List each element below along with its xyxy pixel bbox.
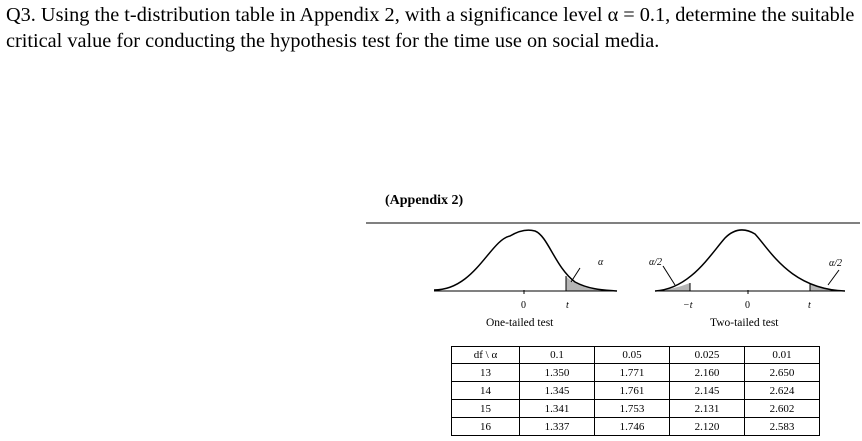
- t-distribution-table: [451, 346, 820, 436]
- table-cell: 2.624: [745, 382, 820, 400]
- header-alpha-0-1: 0.1: [520, 347, 595, 364]
- table-cell: 2.145: [670, 382, 745, 400]
- right-rejection-area: [810, 283, 845, 291]
- table-cell: 1.345: [520, 382, 595, 400]
- two-tailed-curve-line: [655, 230, 845, 291]
- df-cell: 16: [452, 418, 520, 436]
- one-tailed-caption: One-tailed test: [486, 317, 554, 329]
- table-cell: 2.120: [670, 418, 745, 436]
- table-cell: 2.160: [670, 364, 745, 382]
- table-cell: 2.131: [670, 400, 745, 418]
- two-tailed-zero-label: 0: [745, 300, 750, 311]
- df-cell: 13: [452, 364, 520, 382]
- table-cell: 1.771: [595, 364, 670, 382]
- header-alpha-0-025: 0.025: [670, 347, 745, 364]
- two-tailed-curve: [649, 230, 845, 311]
- table-header-row: [452, 347, 820, 364]
- neg-t-label: −t: [683, 300, 693, 311]
- one-tailed-curve: [434, 230, 617, 311]
- left-alpha-half-label: α/2: [649, 257, 663, 268]
- question-text: Q3. Using the t-distribution table in Appendix 2, with a significance level α = 0.1, determine the suitable critical value for conducting the hypothesis test for the time use on social media.: [6, 4, 855, 52]
- table-cell: 1.746: [595, 418, 670, 436]
- table-row: [452, 364, 820, 382]
- header-alpha-0-05: 0.05: [595, 347, 670, 364]
- appendix-title: (Appendix 2): [385, 193, 464, 208]
- one-tailed-t-label: t: [566, 300, 569, 311]
- right-alpha-arrow: [828, 270, 839, 285]
- one-tailed-zero-label: 0: [521, 300, 526, 311]
- table-cell: 1.337: [520, 418, 595, 436]
- table-cell: 2.602: [745, 400, 820, 418]
- header-alpha-0-01: 0.01: [745, 347, 820, 364]
- right-alpha-half-label: α/2: [829, 258, 843, 269]
- table-row: [452, 400, 820, 418]
- two-tailed-t-label: t: [808, 300, 811, 311]
- table-row: [452, 418, 820, 436]
- two-tailed-caption: Two-tailed test: [710, 317, 779, 329]
- table-cell: 2.583: [745, 418, 820, 436]
- table-cell: 2.650: [745, 364, 820, 382]
- table-cell: 1.350: [520, 364, 595, 382]
- table-cell: 1.753: [595, 400, 670, 418]
- header-df-alpha: df \ α: [452, 347, 520, 364]
- alpha-arrow: [571, 268, 580, 282]
- table-row: [452, 382, 820, 400]
- df-cell: 15: [452, 400, 520, 418]
- table-cell: 1.761: [595, 382, 670, 400]
- left-alpha-arrow: [663, 266, 675, 285]
- alpha-label: α: [598, 257, 604, 268]
- df-cell: 14: [452, 382, 520, 400]
- one-tailed-curve-line: [434, 230, 617, 291]
- table-cell: 1.341: [520, 400, 595, 418]
